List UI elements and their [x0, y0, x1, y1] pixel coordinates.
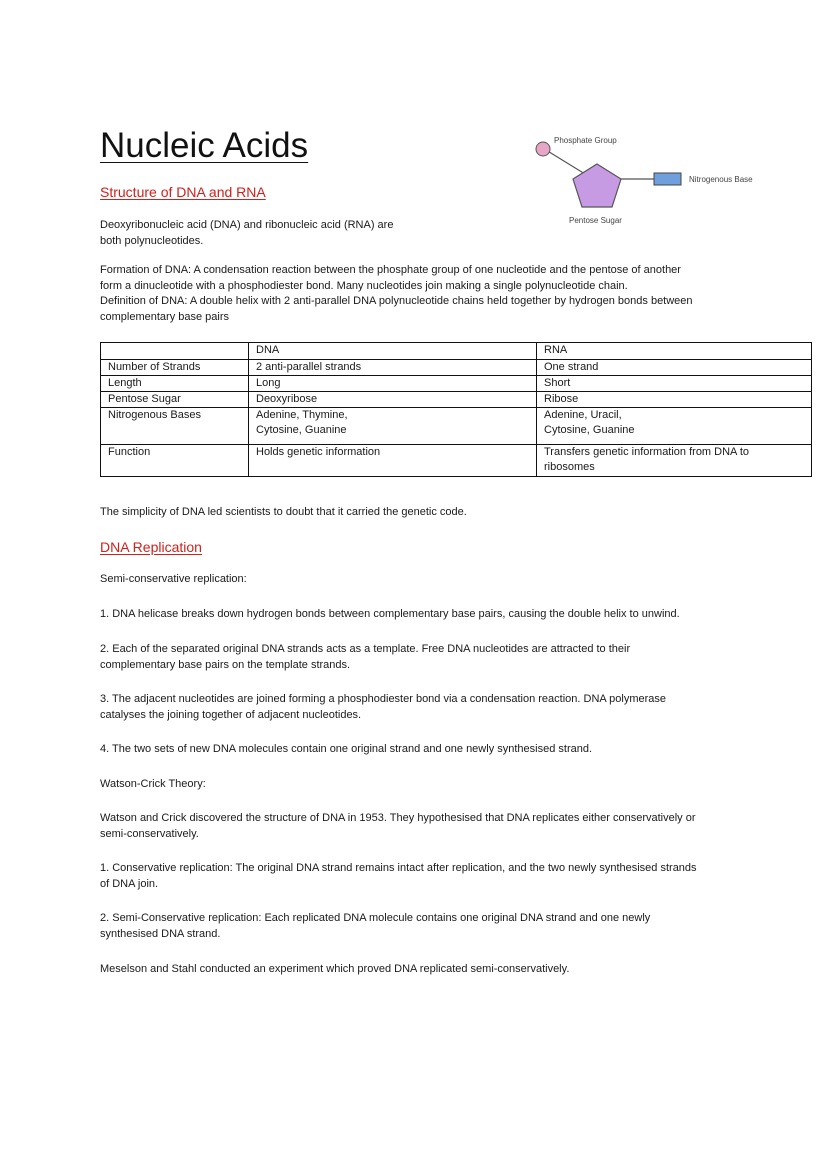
text-line: Formation of DNA: A condensation reaction between the phosphate group of one nucleotide and the pentose of another — [100, 264, 681, 276]
text-line: 2. Semi-Conservative replication: Each replicated DNA molecule contains one original DNA strand and one newly — [100, 912, 651, 924]
table-row — [101, 360, 812, 376]
text-line: catalyses the joining together of adjacent nucleotides. — [100, 708, 362, 721]
theory-item — [100, 911, 650, 942]
table-header-row — [101, 343, 812, 360]
text-line: 1. DNA helicase breaks down hydrogen bonds between complementary base pairs, causing the double helix to unwind. — [100, 608, 680, 620]
replication-step — [100, 607, 680, 623]
table-cell — [249, 408, 537, 445]
watson-crick-paragraph — [100, 811, 696, 842]
table-header-cell — [101, 343, 249, 360]
table-cell: Short — [537, 376, 812, 392]
phosphate-group-label: Phosphate Group — [554, 136, 617, 145]
table-row — [101, 392, 812, 408]
table-row — [101, 376, 812, 392]
text-line: of DNA join. — [100, 877, 159, 890]
table-cell: Pentose Sugar — [101, 392, 249, 408]
text-line: both polynucleotides. — [100, 234, 204, 247]
table-cell: One strand — [537, 360, 812, 376]
phosphate-group-shape — [536, 142, 550, 156]
table-cell: 2 anti-parallel strands — [249, 360, 537, 376]
pentose-sugar-label: Pentose Sugar — [569, 216, 622, 225]
formation-paragraph — [100, 263, 693, 325]
replication-step — [100, 642, 630, 673]
text-line: 1. Conservative replication: The original DNA strand remains intact after replication, and the two newly synthesised strands — [100, 862, 697, 874]
table-row — [101, 408, 812, 445]
text-line: Deoxyribonucleic acid (DNA) and ribonucleic acid (RNA) are — [100, 219, 394, 231]
semi-conservative-label: Semi-conservative replication: — [100, 573, 247, 585]
text-line: complementary base pairs on the template strands. — [100, 658, 351, 671]
cell-line: Cytosine, Guanine — [544, 424, 635, 436]
table-cell: Deoxyribose — [249, 392, 537, 408]
section-heading-structure: Structure of DNA and RNA — [100, 184, 266, 200]
table-cell: Length — [101, 376, 249, 392]
table-cell: Function — [101, 445, 249, 477]
page-title: Nucleic Acids — [100, 126, 309, 165]
nitrogenous-base-label: Nitrogenous Base — [689, 175, 753, 184]
watson-crick-label: Watson-Crick Theory: — [100, 778, 206, 790]
cell-line: ribosomes — [544, 461, 595, 473]
text-line: 4. The two sets of new DNA molecules contain one original strand and one newly synthesised strand. — [100, 743, 593, 755]
meselson-stahl-note: Meselson and Stahl conducted an experiment which proved DNA replicated semi-conservatively. — [100, 963, 570, 975]
table-cell: Ribose — [537, 392, 812, 408]
text-line: Watson and Crick discovered the structure of DNA in 1953. They hypothesised that DNA replicates either conservatively or — [100, 812, 696, 824]
text-line: complementary base pairs — [100, 310, 230, 323]
text-line: semi-conservatively. — [100, 827, 199, 840]
table-cell: Nitrogenous Bases — [101, 408, 249, 445]
section-heading-replication: DNA Replication — [100, 539, 202, 555]
nitrogenous-base-shape — [654, 173, 681, 185]
text-line: Definition of DNA: A double helix with 2 anti-parallel DNA polynucleotide chains held together by hydrogen bonds between — [100, 295, 693, 307]
replication-step — [100, 692, 666, 723]
cell-line: Transfers genetic information from DNA to — [544, 446, 750, 458]
table-cell: Holds genetic information — [249, 445, 537, 477]
table-cell: Long — [249, 376, 537, 392]
dna-rna-comparison-table — [100, 342, 812, 477]
text-line: 2. Each of the separated original DNA strands acts as a template. Free DNA nucleotides are attracted to their — [100, 643, 631, 655]
text-line: 3. The adjacent nucleotides are joined forming a phosphodiester bond via a condensation reaction. DNA polymerase — [100, 693, 667, 705]
table-header-cell: RNA — [537, 343, 812, 360]
table-cell — [537, 408, 812, 445]
theory-item — [100, 861, 697, 892]
table-cell — [537, 445, 812, 477]
simplicity-note: The simplicity of DNA led scientists to doubt that it carried the genetic code. — [100, 506, 467, 518]
replication-step — [100, 742, 592, 758]
text-line: synthesised DNA strand. — [100, 927, 221, 940]
cell-line: Adenine, Uracil, — [544, 409, 622, 421]
intro-paragraph — [100, 218, 393, 249]
table-row — [101, 445, 812, 477]
cell-line: Adenine, Thymine, — [256, 409, 348, 421]
table-header-cell: DNA — [249, 343, 537, 360]
cell-line: Cytosine, Guanine — [256, 424, 347, 436]
table-cell: Number of Strands — [101, 360, 249, 376]
text-line: form a dinucleotide with a phosphodiester bond. Many nucleotides join making a single polynucleotide chain. — [100, 279, 628, 292]
